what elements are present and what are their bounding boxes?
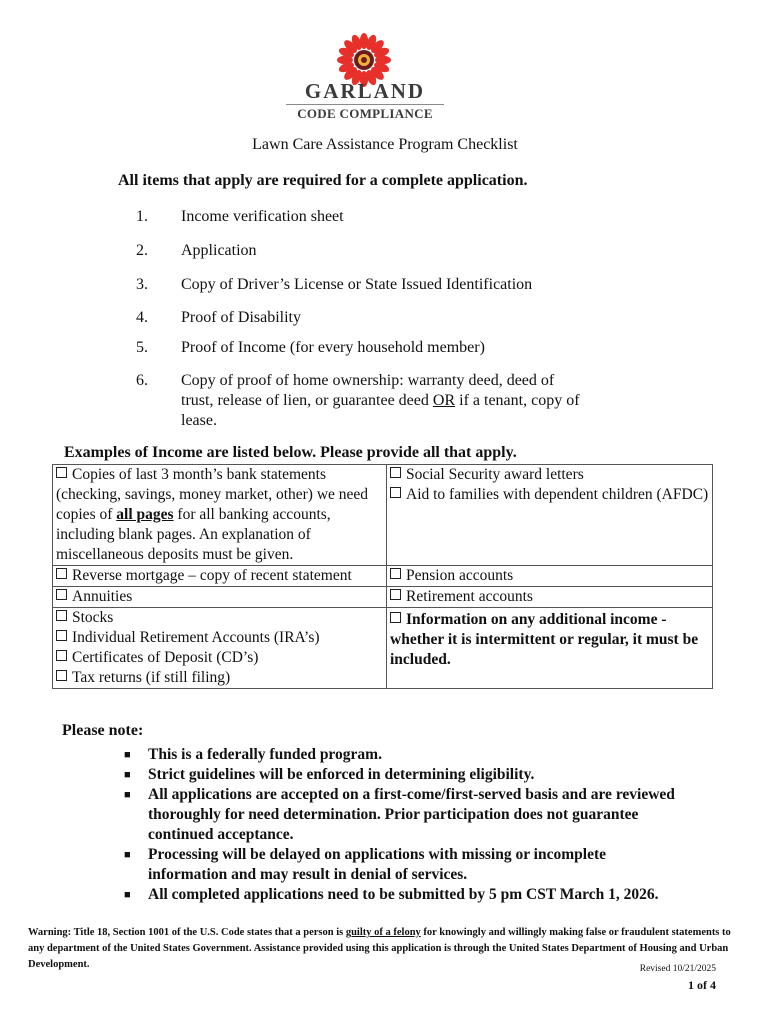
required-item: 6. Copy of proof of home ownership: warranty deed, deed of trust, release of lien, or guarantee deed OR if a tenant, copy of lease. [136,372,580,429]
required-item: 3. Copy of Driver’s License or State Issued Identification [136,276,533,293]
checkbox-icon [390,589,401,600]
table-cell: Copies of last 3 month’s bank statements (checking, savings, money market, other) we need copies of all pages for all banking accounts, including blank pages. An explanation of miscellaneous deposits must be given. [53,465,387,566]
checkbox-icon [56,630,67,641]
list-item: ■ Processing will be delayed on applications with missing or incomplete information and may result in denial of services. [124,846,606,883]
list-item: ■ Strict guidelines will be enforced in determining eligibility. [124,766,535,783]
checkbox-icon [390,487,401,498]
note-heading: Please note: [62,722,144,739]
felony-emphasis: guilty of a felony [345,927,421,938]
table-cell: Reverse mortgage – copy of recent statement [53,566,387,587]
table-cell: Annuities [53,587,387,608]
revised-date: Revised 10/21/2025 [639,964,716,974]
examples-heading: Examples of Income are listed below. Please provide all that apply. [64,444,517,461]
required-item: 4. Proof of Disability [136,309,301,326]
brand-name: GARLAND [304,79,426,103]
checkbox-icon [56,589,67,600]
list-item: ■ All applications are accepted on a first-come/first-served basis and are reviewed thoroughly for need determination. Prior participation does not guarantee continued acceptance. [124,786,675,843]
all-pages-emphasis: all pages [116,506,174,523]
checkbox-icon [390,612,401,623]
table-cell: Social Security award letters Aid to families with dependent children (AFDC) [387,465,713,566]
checkbox-icon [56,650,67,661]
or-emphasis: OR [432,392,456,409]
brand-divider [286,104,444,105]
income-examples-table [52,464,713,689]
bullet-icon: ■ [124,769,131,781]
checkbox-icon [56,467,67,478]
checkbox-icon [390,568,401,579]
table-cell: Information on any additional income - whether it is intermittent or regular, it must be included. [387,608,713,689]
bullet-icon: ■ [124,849,131,861]
list-item: ■ All completed applications need to be submitted by 5 pm CST March 1, 2026. [124,886,659,903]
checkbox-icon [56,568,67,579]
notes-list [118,745,678,905]
checkbox-icon [390,467,401,478]
bullet-icon: ■ [124,789,131,801]
table-cell: Stocks Individual Retirement Accounts (IRA’s) Certificates of Deposit (CD’s) Tax returns (if still filing) [53,608,387,689]
required-item: 2. Application [136,242,257,259]
bullet-icon: ■ [124,749,131,761]
table-cell: Retirement accounts [387,587,713,608]
required-item: 5. Proof of Income (for every household member) [136,339,485,356]
list-item: ■ This is a federally funded program. [124,746,382,763]
checkbox-icon [56,610,67,621]
required-note: All items that apply are required for a complete application. [118,172,528,189]
legal-warning: Warning: Title 18, Section 1001 of the U.S. Code states that a person is guilty of a felony for knowingly and willingly making false or fraudulent statements to any department of the United States Government. Assistance provided using this application is through the United States Department of Housing and Urban Development. [28,927,731,970]
table-cell: Pension accounts [387,566,713,587]
required-item: 1. Income verification sheet [136,208,344,225]
brand-subtitle: CODE COMPLIANCE [297,106,433,121]
page-title: Lawn Care Assistance Program Checklist [252,136,518,153]
page-number: 1 of 4 [688,978,716,992]
checkbox-icon [56,670,67,681]
bullet-icon: ■ [124,889,131,901]
